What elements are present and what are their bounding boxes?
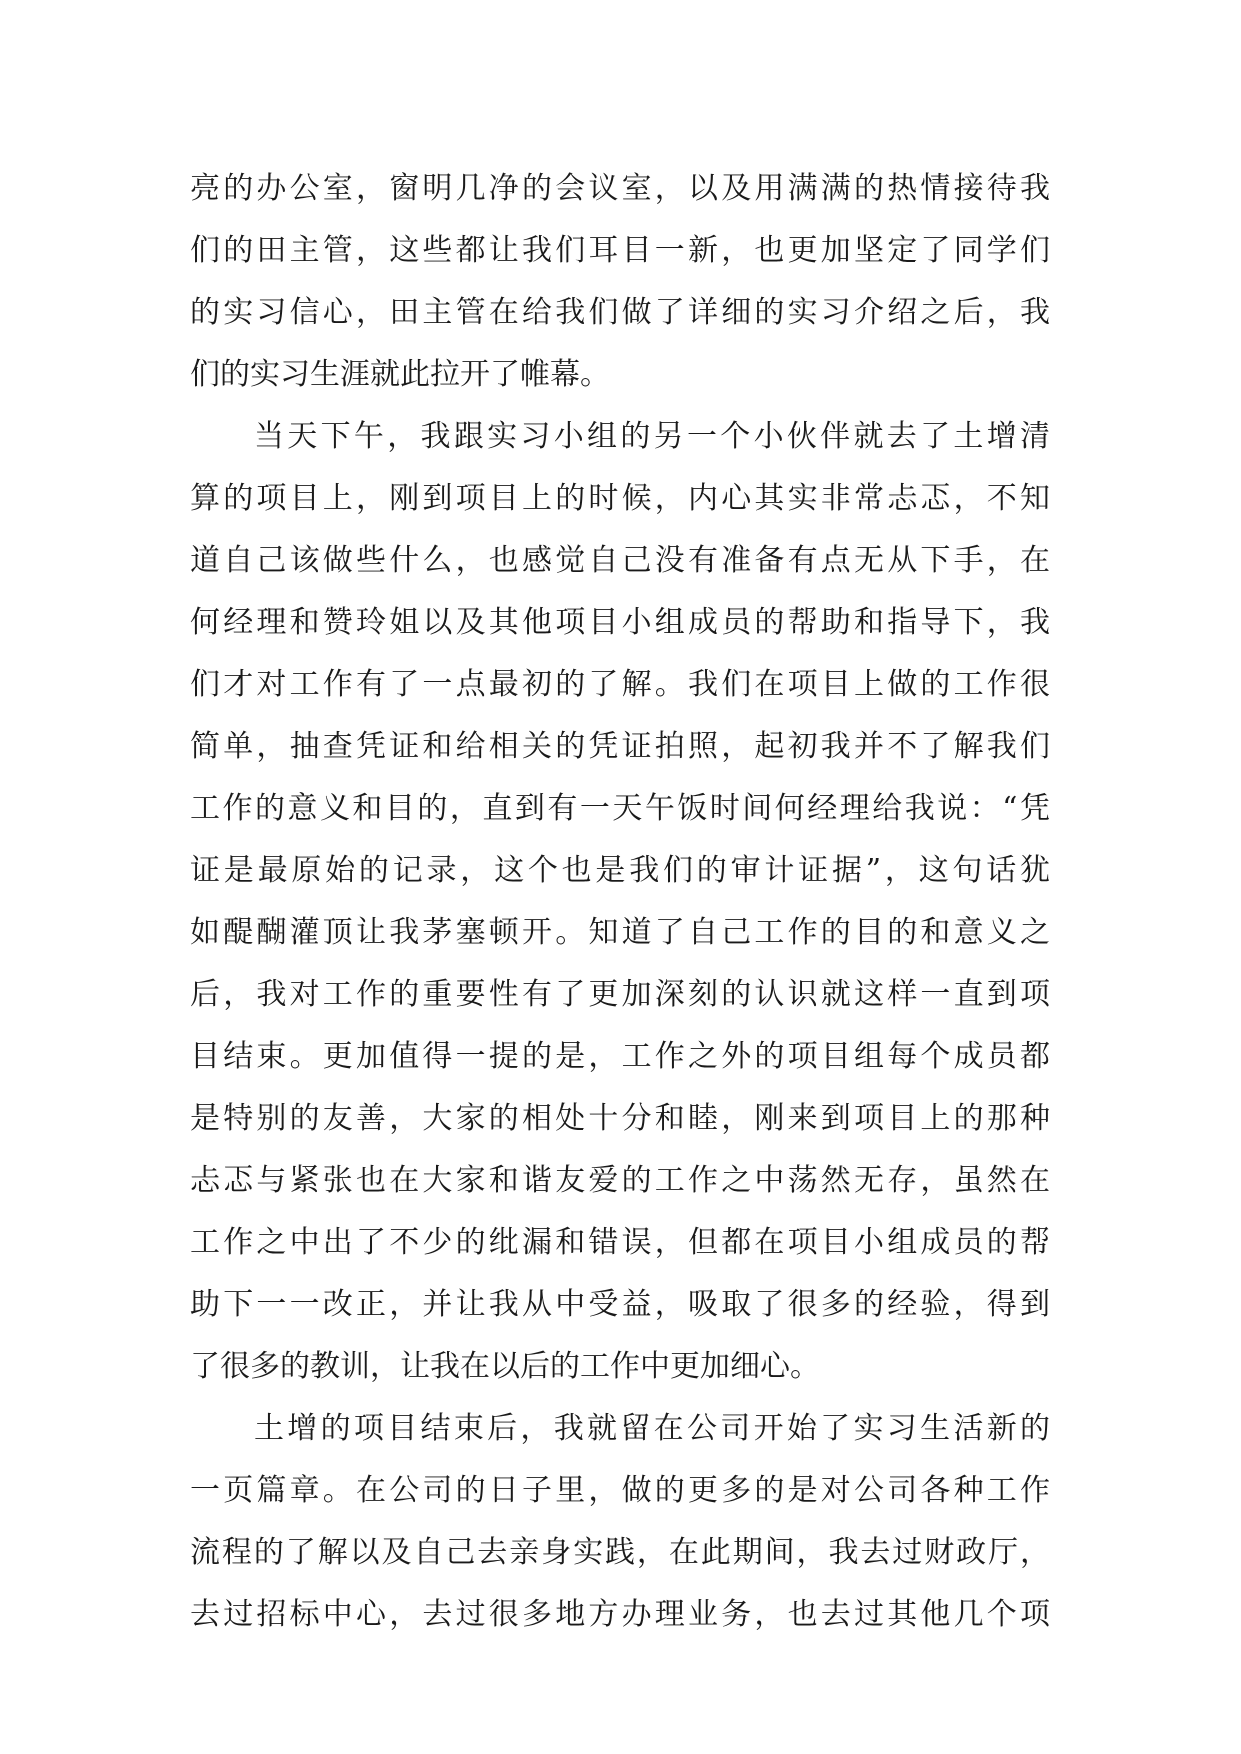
text-line: 流程的了解以及自己去亲身实践，在此期间，我去过财政厅， (190, 1535, 1050, 1570)
text-line: 工作的意义和目的，直到有一天午饭时间何经理给我说：“凭 (190, 791, 1050, 826)
text-line: 们的田主管，这些都让我们耳目一新，也更加坚定了同学们 (190, 233, 1050, 268)
text-line: 目结束。更加值得一提的是，工作之外的项目组每个成员都 (190, 1039, 1050, 1074)
text-line: 助下一一改正，并让我从中受益，吸取了很多的经验，得到 (190, 1287, 1050, 1322)
text-line: 去过招标中心，去过很多地方办理业务，也去过其他几个项 (190, 1597, 1050, 1632)
text-line: 何经理和赞玲姐以及其他项目小组成员的帮助和指导下，我 (190, 605, 1050, 640)
text-line: 土增的项目结束后，我就留在公司开始了实习生活新的 (254, 1411, 1050, 1446)
text-line: 简单，抽查凭证和给相关的凭证拍照，起初我并不了解我们 (190, 729, 1050, 764)
body-text (190, 158, 1050, 1646)
text-line: 一页篇章。在公司的日子里，做的更多的是对公司各种工作 (190, 1473, 1050, 1508)
text-line: 当天下午，我跟实习小组的另一个小伙伴就去了土增清 (254, 419, 1050, 454)
text-line: 后，我对工作的重要性有了更加深刻的认识就这样一直到项 (190, 977, 1050, 1012)
text-line: 证是最原始的记录，这个也是我们的审计证据”，这句话犹 (190, 853, 1050, 888)
text-line: 工作之中出了不少的纰漏和错误，但都在项目小组成员的帮 (190, 1225, 1050, 1260)
text-line: 如醍醐灌顶让我茅塞顿开。知道了自己工作的目的和意义之 (190, 915, 1050, 950)
text-line: 是特别的友善，大家的相处十分和睦，刚来到项目上的那种 (190, 1101, 1050, 1136)
text-line: 忐忑与紧张也在大家和谐友爱的工作之中荡然无存，虽然在 (190, 1163, 1050, 1198)
text-line: 道自己该做些什么，也感觉自己没有准备有点无从下手，在 (190, 543, 1050, 578)
text-line: 们才对工作有了一点最初的了解。我们在项目上做的工作很 (190, 667, 1050, 702)
text-line: 了很多的教训，让我在以后的工作中更加细心。 (190, 1349, 820, 1384)
text-line: 的实习信心，田主管在给我们做了详细的实习介绍之后，我 (190, 295, 1050, 330)
text-line: 亮的办公室，窗明几净的会议室，以及用满满的热情接待我 (190, 171, 1050, 206)
text-line: 算的项目上，刚到项目上的时候，内心其实非常忐忑，不知 (190, 481, 1050, 516)
text-line: 们的实习生涯就此拉开了帷幕。 (190, 357, 610, 392)
